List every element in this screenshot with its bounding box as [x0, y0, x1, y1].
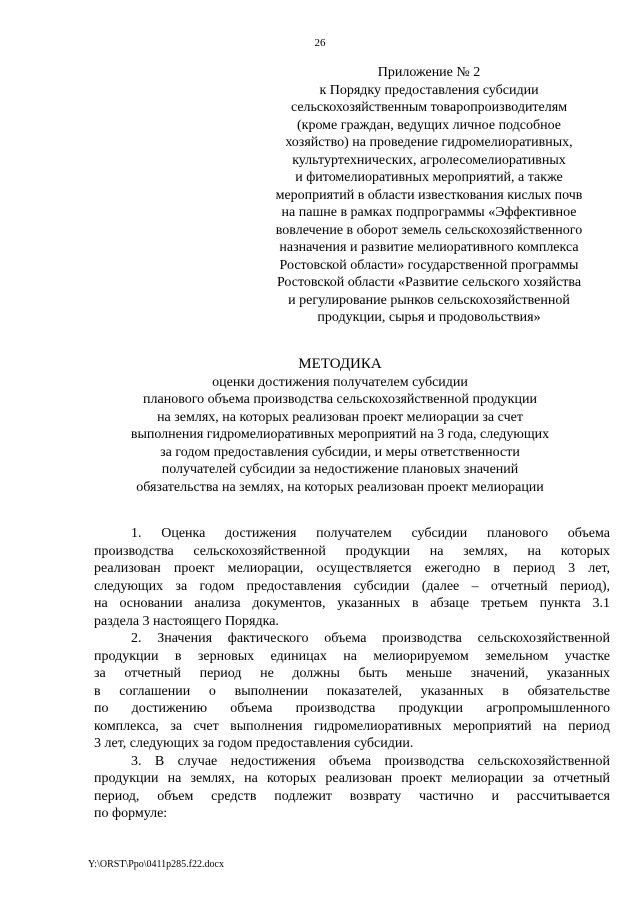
method-subtitle-line: получателей субсидии за недостижение плановых значений [161, 462, 519, 477]
appendix-line: Ростовской области «Развитие сельского хозяйства [276, 275, 582, 290]
paragraph-2-line: 3 лет, следующих за годом предоставления субсидии. [94, 736, 414, 751]
appendix-line: Приложение № 2 [377, 65, 481, 80]
method-subtitle-line: обязательства на землях, на которых реализован проект мелиорации [136, 479, 544, 495]
paragraph-3-line: период, объем средств подлежит возврату частично и рассчитывается [94, 788, 610, 804]
paragraph-2-line: продукции в зерновых единицах на мелиорируемом земельном участке [94, 648, 610, 664]
paragraph-1-line: реализован проект мелиорации, осуществляется ежегодно в период 3 лет, [94, 561, 610, 576]
appendix-line: и регулирование рынков сельскохозяйственной [288, 292, 570, 308]
paragraph-2-line: 2. Значения фактического объема производства сельскохозяйственной [131, 631, 610, 646]
page-number: 26 [314, 37, 326, 49]
paragraph-1-line: раздела 3 настоящего Порядка. [94, 613, 279, 629]
paragraph-2-line: по достижению объема производства продукции агропромышленного [94, 701, 610, 716]
body-text [94, 525, 610, 823]
method-subtitle-line: оценки достижения получателем субсидии [212, 374, 468, 390]
appendix-line: к Порядку предоставления субсидии [319, 82, 539, 98]
paragraph-1-line: на основании анализа документов, указанных в абзаце третьем пункта 3.1 [94, 596, 610, 611]
appendix-line: вовлечение в оборот земель сельскохозяйственного [275, 222, 583, 238]
appendix-line: сельскохозяйственным товаропроизводителям [290, 100, 568, 115]
method-subtitle-line: выполнения гидромелиоративных мероприятий на 3 года, следующих [130, 427, 550, 442]
paragraph-1-line: производства сельскохозяйственной продукции на землях, на которых [94, 543, 610, 559]
method-subtitle-line: планового объема производства сельскохозяйственной продукции [143, 392, 537, 407]
appendix-line: хозяйство) на проведение гидромелиоративных, [285, 135, 573, 150]
method-title: МЕТОДИКА [298, 356, 382, 372]
appendix-line: культуртехнических, агролесомелиоративных [292, 152, 566, 168]
paragraph-3-line: по формуле: [94, 806, 168, 821]
paragraph-2-line: за отчетный период не должны быть меньше значений, указанных [94, 666, 610, 681]
paragraph-1-line: 1. Оценка достижения получателем субсидии планового объема [131, 526, 610, 541]
method-subtitle-line: на землях, на которых реализован проект мелиорации за счет [157, 409, 523, 425]
method-subtitle-line: за годом предоставления субсидии, и меры ответственности [160, 444, 520, 460]
appendix-line: (кроме граждан, ведущих личное подсобное [296, 117, 561, 133]
appendix-line: Ростовской области» государственной программы [279, 257, 579, 273]
appendix-line: на пашне в рамках подпрограммы «Эффективное [281, 205, 577, 220]
paragraph-2-line: комплекса, за счет выполнения гидромелиоративных мероприятий на период [94, 718, 610, 734]
paragraph-1-line: следующих за годом предоставления субсидии (далее – отчетный период), [94, 578, 610, 594]
appendix-header [254, 64, 604, 327]
appendix-line: мероприятий в области известкования кислых почв [275, 187, 583, 203]
appendix-line: назначения и развитие мелиоративного комплекса [279, 240, 579, 255]
appendix-line: и фитомелиоративных мероприятий, а также [295, 170, 563, 185]
file-path-footer: Y:\ORST\Ppo\0411p285.f22.docx [88, 859, 224, 870]
paragraph-2-line: в соглашении о выполнении показателей, указанных в обязательстве [94, 683, 610, 699]
method-heading [100, 356, 580, 496]
appendix-line: продукции, сырья и продовольствия» [317, 310, 541, 325]
paragraph-3-line: продукции на землях, на которых реализован проект мелиорации за отчетный [94, 771, 610, 786]
paragraph-3-line: 3. В случае недостижения объема производства сельскохозяйственной [131, 753, 610, 769]
